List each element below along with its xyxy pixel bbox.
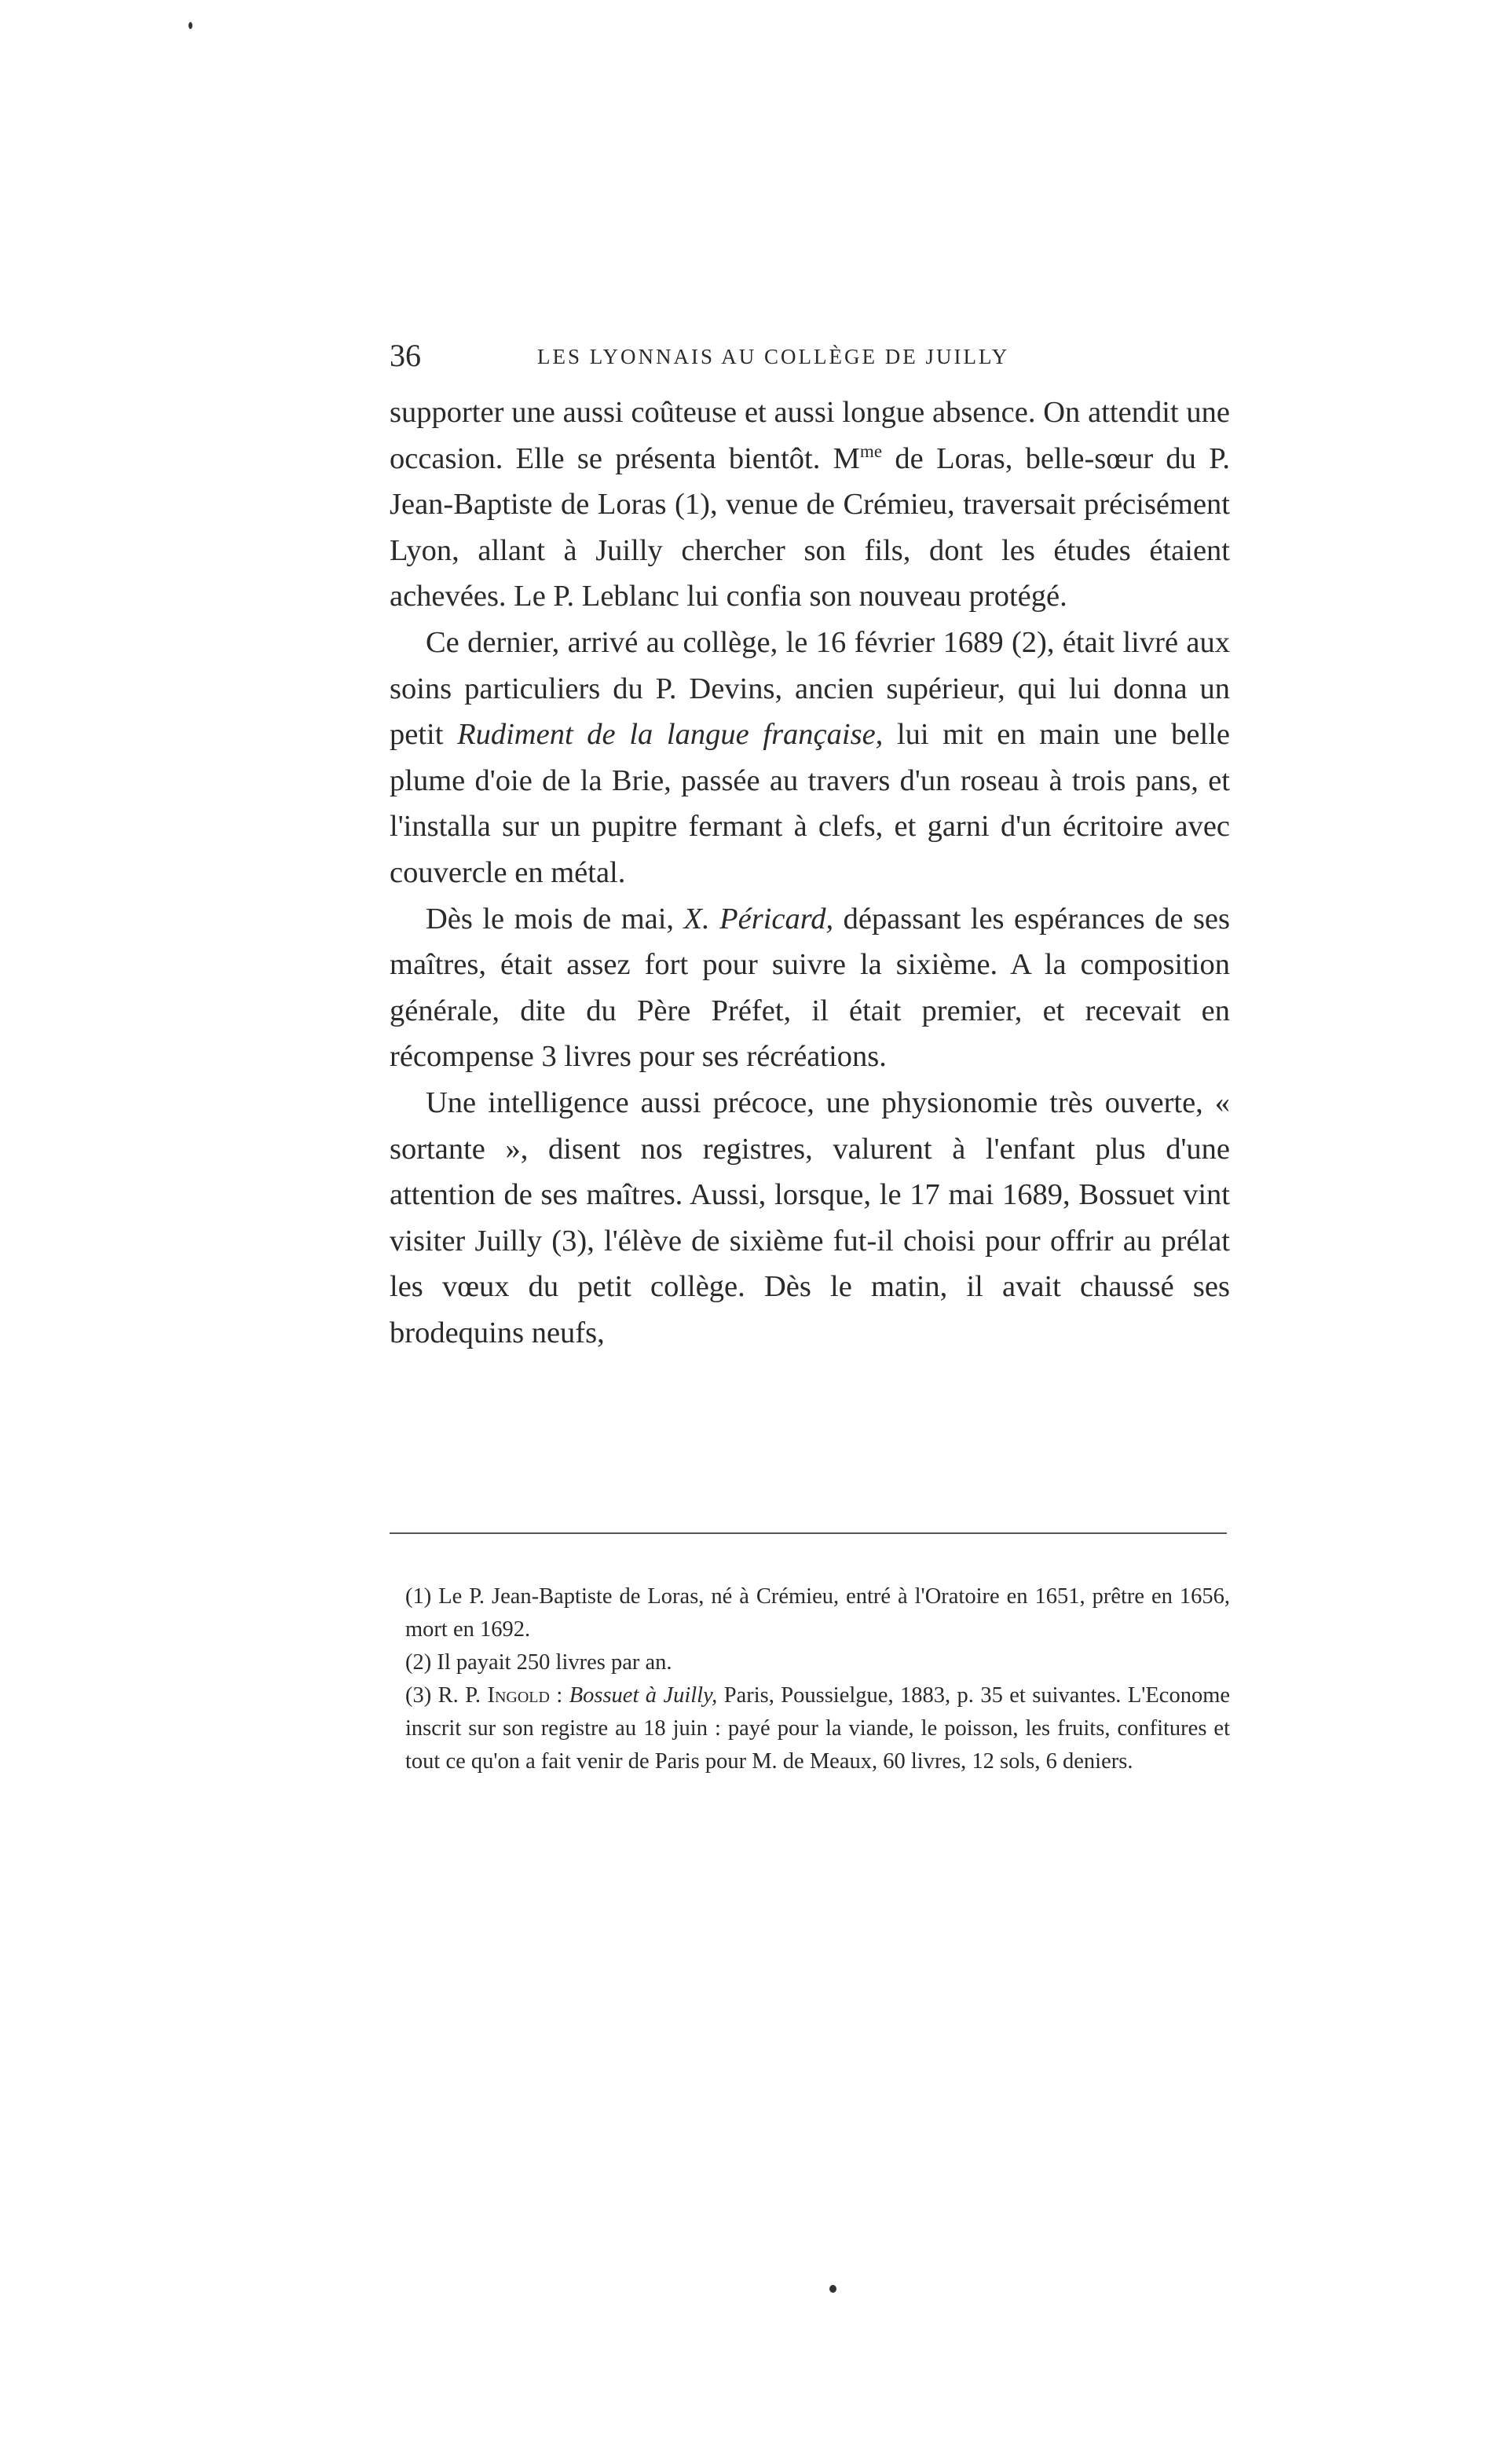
print-speck-bottom: [829, 2285, 836, 2293]
paragraph-2: [390, 620, 1230, 896]
footnote-3-text-b: :: [549, 1683, 569, 1708]
running-head: LES LYONNAIS AU COLLÈGE DE JUILLY: [537, 345, 1010, 368]
book-title-bossuet: Bossuet à Juilly,: [569, 1683, 718, 1708]
footnote-1: (1) Le P. Jean-Baptiste de Loras, né à Crémieu, entré à l'Oratoire en 1651, prêtre en 1656, mort en 1692.: [405, 1584, 1230, 1642]
paragraph-2-text-a: Ce dernier, arrivé au collège, le 16 février 1689 (2), était livré aux soins particuliers du P. Devins, ancien supérieur, qui lui donna un petit: [390, 625, 1230, 752]
superscript-me: me: [859, 440, 883, 461]
page-number: 36: [390, 338, 421, 373]
author-ingold: Ingold: [487, 1683, 550, 1708]
paragraph-1-text-b: de Loras, belle-sœur du P. Jean-Baptiste de Loras (1), venue de Crémieu, traversait précisément Lyon, allant à Juilly chercher son fils, dont les études étaient achevées. Le P. Leblanc lui confia son nouveau protégé.: [390, 441, 1230, 613]
paragraph-3-text-b: dépassant les espérances de ses maîtres, était assez fort pour suivre la sixième. A la composition générale, dite du Père Préfet, il était premier, et recevait en récompense 3 livres pour ses récréations.: [390, 902, 1231, 1074]
paragraph-1: [390, 390, 1230, 620]
print-speck-top: [188, 22, 192, 29]
footnote-2: (2) Il payait 250 livres par an.: [405, 1650, 672, 1675]
footnote-3-text-c: Paris, Poussielgue, 1883, p. 35 et suivantes. L'Econome inscrit sur son registre au 18 juin : payé pour la viande, le poisson, les fruits, confitures et tout ce qu'on a fait venir de Paris pour M. de Meaux, 60 livres, 12 sols, 6 deniers.: [405, 1683, 1231, 1774]
paragraph-3-text-a: Dès le mois de mai,: [426, 902, 684, 935]
book-title-rudiment: Rudiment de la langue française,: [457, 718, 884, 752]
paragraph-4: Une intelligence aussi précoce, une physionomie très ouverte, « sortante », disent nos registres, valurent à l'enfant plus d'une attention de ses maîtres. Aussi, lorsque, le 17 mai 1689, Bossuet vint visiter Juilly (3), l'élève de sixième fut-il choisi pour offrir au prélat les vœux du petit collège. Dès le matin, il avait chaussé ses brodequins neufs,: [390, 1086, 1230, 1349]
footnote-divider: [390, 1532, 1227, 1534]
footnotes: [405, 1580, 1230, 1778]
footnote-3: [405, 1679, 1230, 1778]
page-header: [390, 336, 1230, 375]
name-pericard: X. Péricard,: [683, 902, 834, 935]
footnote-3-text-a: (3) R. P.: [405, 1683, 488, 1708]
paragraph-2-text-b: lui mit en main une belle plume d'oie de la Brie, passée au travers d'un roseau à trois pans, et l'installa sur un pupitre fermant à clefs, et garni d'un écritoire avec couvercle en métal.: [390, 718, 1230, 889]
paragraph-1-text-a: supporter une aussi coûteuse et aussi longue absence. On attendit une occasion. Elle se présenta bientôt. M: [390, 396, 1230, 475]
paragraph-3: [390, 896, 1230, 1080]
main-text: [390, 390, 1230, 1356]
